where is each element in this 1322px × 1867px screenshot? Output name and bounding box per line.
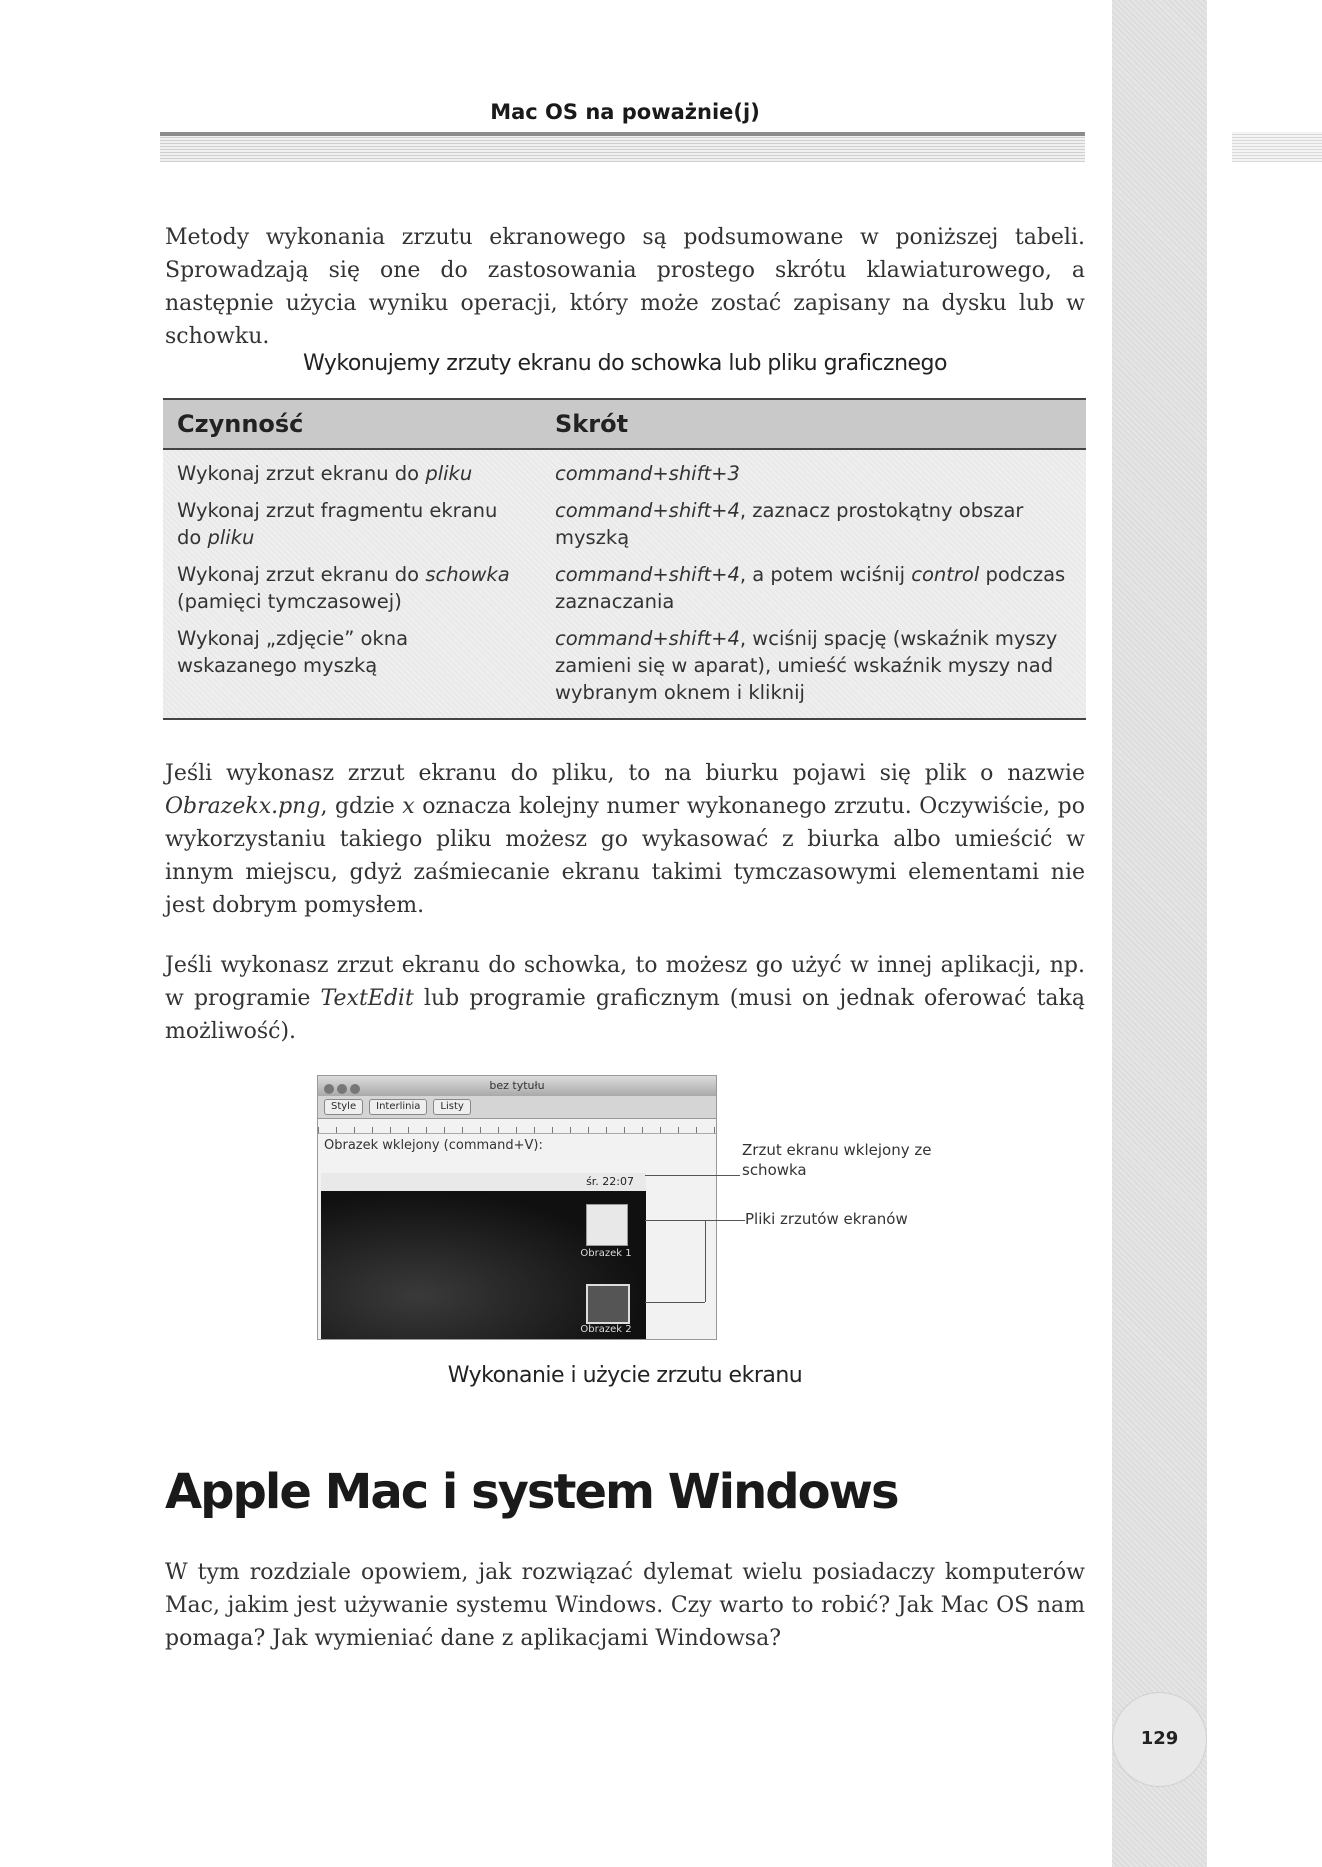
figure-caption: Wykonanie i użycie zrzutu ekranu	[447, 1363, 803, 1388]
action-cell: Wykonaj „zdjęcie” okna wskazanego myszką	[163, 620, 541, 719]
format-toolbar	[318, 1096, 716, 1119]
table-row	[163, 620, 1086, 719]
file-icon	[586, 1284, 630, 1324]
callout-line	[645, 1302, 705, 1303]
spacing-menu: Interlinia	[369, 1099, 427, 1115]
screenshot-figure	[317, 1075, 717, 1340]
callout-line	[645, 1220, 745, 1221]
shortcut-cell: command+shift+4, wciśnij spację (wskaźnik myszy zamieni się w aparat), umieść wskaźnik myszy nad wybranym oknem i kliknij	[541, 620, 1086, 719]
window-title: bez tytułu	[489, 1079, 545, 1092]
header-shortcut: Skrót	[541, 399, 1086, 449]
table-header-row	[163, 399, 1086, 449]
callout-line	[645, 1175, 740, 1176]
action-cell: Wykonaj zrzut ekranu do schowka (pamięci tymczasowej)	[177, 563, 510, 613]
lists-menu: Listy	[433, 1099, 470, 1115]
section-paragraph: W tym rozdziale opowiem, jak rozwiązać dylemat wielu posiadaczy komputerów Mac, jakim jest używanie systemu Windows. Czy warto to robić? Jak Mac OS nam pomaga? Jak wymieniać dane z aplikacjami Windowsa?	[165, 1560, 1085, 1651]
page-number: 129	[1140, 1728, 1179, 1749]
header-action: Czynność	[163, 399, 541, 449]
shortcut-cell: command+shift+4, zaznacz prostokątny obszar myszką	[555, 499, 1024, 549]
thumb2-label: Obrazek 2	[580, 1324, 632, 1335]
action-cell: Wykonaj zrzut fragmentu ekranu do pliku	[177, 499, 498, 549]
callout-files: Pliki zrzutów ekranów	[745, 1210, 908, 1228]
table-caption: Wykonujemy zrzuty ekranu do schowka lub pliku graficznego	[303, 351, 947, 376]
window-controls	[324, 1081, 363, 1101]
style-menu: Style	[324, 1099, 363, 1115]
section-heading: Apple Mac i system Windows	[165, 1464, 898, 1520]
file-icon	[586, 1204, 628, 1246]
intro-paragraph: Metody wykonania zrzutu ekranowego są podsumowane w poniższej tabeli. Sprowadzają się one do zastosowania prostego skrótu klawiaturowego, a następnie użycia wyniku operacji, który może zostać zapisany na dysku lub w schowku.	[165, 225, 1085, 349]
thumb1-label: Obrazek 1	[580, 1248, 632, 1259]
action-cell: Wykonaj zrzut ekranu do pliku	[177, 462, 473, 485]
side-header-rule	[1232, 132, 1322, 162]
shortcut-cell: command+shift+3	[555, 462, 740, 485]
window-titlebar	[318, 1076, 716, 1096]
table-row	[163, 492, 1086, 556]
table-row	[163, 556, 1086, 620]
ruler	[318, 1119, 716, 1134]
paragraph-clipboard-screenshot: Jeśli wykonasz zrzut ekranu do schowka, to możesz go użyć w innej aplikacji, np. w programie TextEdit lub programie graficznym (musi on jednak oferować taką możliwość).	[165, 953, 1085, 1044]
header-rule	[160, 132, 1085, 162]
paragraph-file-screenshot: Jeśli wykonasz zrzut ekranu do pliku, to na biurku pojawi się plik o nazwie Obrazekx.png, gdzie x oznacza kolejny numer wykonanego zrzutu. Oczywiście, po wykorzystaniu takiego pliku możesz go wykasować z biurka albo umieścić w innym miejscu, gdyż zaśmiecanie ekranu takimi tymczasowymi elementami nie jest dobrym pomysłem.	[165, 761, 1085, 918]
table-row	[163, 449, 1086, 492]
document-text: Obrazek wklejony (command+V):	[324, 1138, 543, 1153]
running-head: Mac OS na poważnie(j)	[490, 100, 760, 124]
shortcut-table	[163, 398, 1086, 720]
callout-line	[705, 1220, 706, 1302]
shortcut-cell: command+shift+4, a potem wciśnij control podczas zaznaczania	[555, 563, 1066, 613]
clock-label: śr. 22:07	[586, 1175, 634, 1188]
pasted-menubar	[321, 1173, 646, 1191]
side-thumb-strip	[1112, 0, 1207, 1867]
callout-clipboard: Zrzut ekranu wklejony ze schowka	[742, 1141, 932, 1179]
